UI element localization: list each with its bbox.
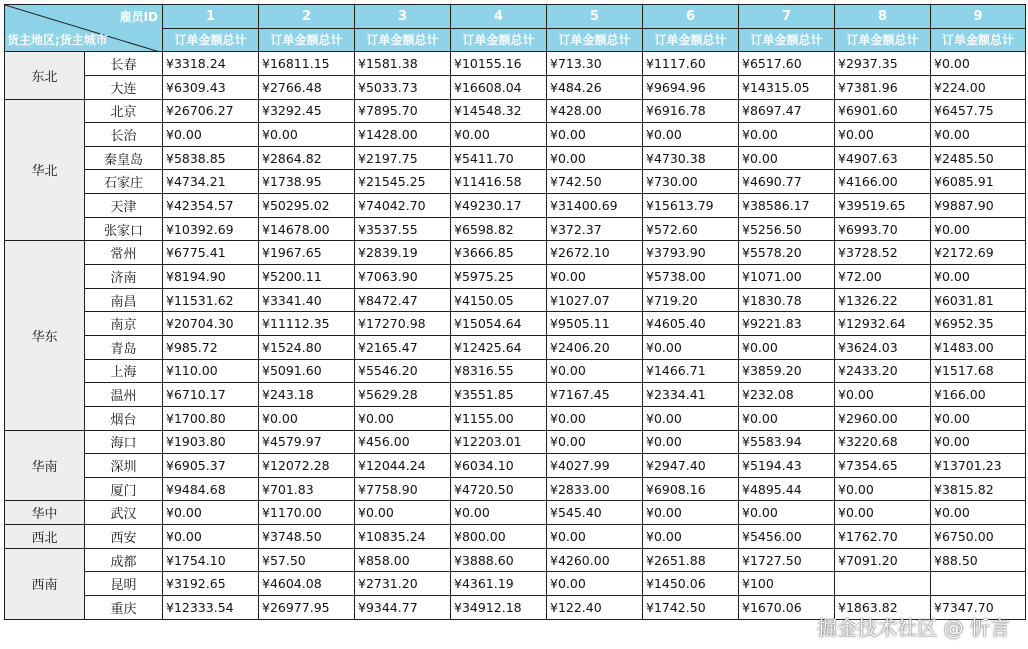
city-cell: 成都 xyxy=(85,548,163,572)
value-cell: ¥11531.62 xyxy=(163,288,259,312)
table-row xyxy=(5,75,1026,99)
value-cell: ¥57.50 xyxy=(259,548,355,572)
value-cell: ¥3748.50 xyxy=(259,525,355,549)
value-cell: ¥0.00 xyxy=(163,123,259,147)
measure-header: 订单金额总计 xyxy=(259,28,355,52)
city-cell: 天津 xyxy=(85,194,163,218)
value-cell: ¥428.00 xyxy=(547,99,643,123)
value-cell: ¥1670.06 xyxy=(739,596,835,620)
table-row xyxy=(5,359,1026,383)
value-cell: ¥4579.97 xyxy=(259,430,355,454)
value-cell: ¥6750.00 xyxy=(931,525,1026,549)
value-cell: ¥15054.64 xyxy=(451,312,547,336)
value-cell: ¥2839.19 xyxy=(355,241,451,265)
value-cell xyxy=(931,572,1026,596)
value-cell: ¥3220.68 xyxy=(835,430,931,454)
region-cell: 华北 xyxy=(5,99,85,241)
value-cell: ¥0.00 xyxy=(547,430,643,454)
value-cell: ¥0.00 xyxy=(547,146,643,170)
value-cell: ¥0.00 xyxy=(931,430,1026,454)
measure-header: 订单金额总计 xyxy=(931,28,1026,52)
table-row xyxy=(5,383,1026,407)
value-cell: ¥9694.96 xyxy=(643,75,739,99)
value-cell: ¥1700.80 xyxy=(163,406,259,430)
value-cell: ¥0.00 xyxy=(835,383,931,407)
value-cell: ¥0.00 xyxy=(355,501,451,525)
value-cell: ¥4895.44 xyxy=(739,477,835,501)
value-cell: ¥38586.17 xyxy=(739,194,835,218)
measure-header: 订单金额总计 xyxy=(355,28,451,52)
value-cell: ¥6901.60 xyxy=(835,99,931,123)
value-cell: ¥4027.99 xyxy=(547,454,643,478)
value-cell: ¥0.00 xyxy=(643,525,739,549)
value-cell: ¥5194.43 xyxy=(739,454,835,478)
city-cell: 烟台 xyxy=(85,406,163,430)
value-cell: ¥39519.65 xyxy=(835,194,931,218)
value-cell: ¥4361.19 xyxy=(451,572,547,596)
value-cell: ¥2864.82 xyxy=(259,146,355,170)
value-cell: ¥1830.78 xyxy=(739,288,835,312)
value-cell: ¥5975.25 xyxy=(451,265,547,289)
value-cell: ¥2937.35 xyxy=(835,52,931,76)
value-cell: ¥1155.00 xyxy=(451,406,547,430)
value-cell: ¥224.00 xyxy=(931,75,1026,99)
value-cell: ¥5033.73 xyxy=(355,75,451,99)
value-cell: ¥1326.22 xyxy=(835,288,931,312)
pivot-table xyxy=(4,4,1026,620)
value-cell: ¥7091.20 xyxy=(835,548,931,572)
city-cell: 南京 xyxy=(85,312,163,336)
value-cell: ¥372.37 xyxy=(547,217,643,241)
employee-id-header: 5 xyxy=(547,5,643,29)
table-row xyxy=(5,52,1026,76)
table-row xyxy=(5,312,1026,336)
value-cell: ¥1903.80 xyxy=(163,430,259,454)
value-cell: ¥6993.70 xyxy=(835,217,931,241)
value-cell: ¥2651.88 xyxy=(643,548,739,572)
value-cell: ¥5629.28 xyxy=(355,383,451,407)
value-cell: ¥6710.17 xyxy=(163,383,259,407)
city-cell: 张家口 xyxy=(85,217,163,241)
value-cell: ¥1517.68 xyxy=(931,359,1026,383)
value-cell: ¥1967.65 xyxy=(259,241,355,265)
value-cell: ¥7895.70 xyxy=(355,99,451,123)
city-cell: 长春 xyxy=(85,52,163,76)
value-cell: ¥800.00 xyxy=(451,525,547,549)
table-row xyxy=(5,430,1026,454)
value-cell: ¥2960.00 xyxy=(835,406,931,430)
value-cell: ¥6916.78 xyxy=(643,99,739,123)
employee-id-header: 6 xyxy=(643,5,739,29)
value-cell: ¥3728.52 xyxy=(835,241,931,265)
value-cell: ¥5091.60 xyxy=(259,359,355,383)
value-cell: ¥5738.00 xyxy=(643,265,739,289)
value-cell: ¥2672.10 xyxy=(547,241,643,265)
city-cell: 济南 xyxy=(85,265,163,289)
table-row xyxy=(5,265,1026,289)
region-cell: 东北 xyxy=(5,52,85,99)
value-cell: ¥4734.21 xyxy=(163,170,259,194)
value-cell: ¥9505.11 xyxy=(547,312,643,336)
value-cell: ¥34912.18 xyxy=(451,596,547,620)
city-cell: 温州 xyxy=(85,383,163,407)
table-row xyxy=(5,146,1026,170)
value-cell: ¥0.00 xyxy=(259,406,355,430)
value-cell xyxy=(835,572,931,596)
value-cell: ¥12203.01 xyxy=(451,430,547,454)
watermark: 掘金技术社区 @ 忻言 xyxy=(817,616,1010,640)
value-cell: ¥1483.00 xyxy=(931,335,1026,359)
value-cell: ¥12932.64 xyxy=(835,312,931,336)
value-cell: ¥3815.82 xyxy=(931,477,1026,501)
city-cell: 重庆 xyxy=(85,596,163,620)
value-cell: ¥7347.70 xyxy=(931,596,1026,620)
city-cell: 武汉 xyxy=(85,501,163,525)
table-row xyxy=(5,99,1026,123)
value-cell: ¥9221.83 xyxy=(739,312,835,336)
value-cell: ¥14678.00 xyxy=(259,217,355,241)
table-row xyxy=(5,572,1026,596)
value-cell: ¥3341.40 xyxy=(259,288,355,312)
region-cell: 华南 xyxy=(5,430,85,501)
value-cell: ¥0.00 xyxy=(931,52,1026,76)
value-cell: ¥1117.60 xyxy=(643,52,739,76)
value-cell: ¥2165.47 xyxy=(355,335,451,359)
value-cell: ¥3793.90 xyxy=(643,241,739,265)
value-cell: ¥0.00 xyxy=(739,335,835,359)
value-cell: ¥6085.91 xyxy=(931,170,1026,194)
value-cell: ¥1863.82 xyxy=(835,596,931,620)
value-cell: ¥9887.90 xyxy=(931,194,1026,218)
measure-header: 订单金额总计 xyxy=(835,28,931,52)
city-cell: 厦门 xyxy=(85,477,163,501)
value-cell: ¥7063.90 xyxy=(355,265,451,289)
value-cell: ¥0.00 xyxy=(547,572,643,596)
value-cell: ¥26977.95 xyxy=(259,596,355,620)
value-cell: ¥0.00 xyxy=(643,335,739,359)
value-cell: ¥12333.54 xyxy=(163,596,259,620)
value-cell: ¥42354.57 xyxy=(163,194,259,218)
value-cell: ¥122.40 xyxy=(547,596,643,620)
table-row xyxy=(5,194,1026,218)
city-cell: 昆明 xyxy=(85,572,163,596)
value-cell: ¥0.00 xyxy=(643,123,739,147)
table-row xyxy=(5,501,1026,525)
value-cell: ¥0.00 xyxy=(835,501,931,525)
city-cell: 常州 xyxy=(85,241,163,265)
region-cell: 华东 xyxy=(5,241,85,430)
value-cell: ¥0.00 xyxy=(835,123,931,147)
value-cell: ¥3192.65 xyxy=(163,572,259,596)
value-cell: ¥72.00 xyxy=(835,265,931,289)
city-cell: 长治 xyxy=(85,123,163,147)
value-cell: ¥545.40 xyxy=(547,501,643,525)
value-cell: ¥17270.98 xyxy=(355,312,451,336)
table-row xyxy=(5,477,1026,501)
value-cell: ¥742.50 xyxy=(547,170,643,194)
table-row xyxy=(5,335,1026,359)
value-cell: ¥14315.05 xyxy=(739,75,835,99)
value-cell: ¥5456.00 xyxy=(739,525,835,549)
value-cell: ¥1524.80 xyxy=(259,335,355,359)
value-cell: ¥0.00 xyxy=(931,217,1026,241)
value-cell: ¥100 xyxy=(739,572,835,596)
value-cell: ¥6775.41 xyxy=(163,241,259,265)
value-cell: ¥1754.10 xyxy=(163,548,259,572)
table-row xyxy=(5,454,1026,478)
region-cell: 西北 xyxy=(5,525,85,549)
corner-city-label: 货主地区;货主城市 xyxy=(7,33,108,48)
measure-header: 订单金额总计 xyxy=(163,28,259,52)
city-cell: 大连 xyxy=(85,75,163,99)
value-cell: ¥713.30 xyxy=(547,52,643,76)
value-cell: ¥0.00 xyxy=(643,501,739,525)
value-cell: ¥16608.04 xyxy=(451,75,547,99)
region-cell: 西南 xyxy=(5,548,85,619)
value-cell: ¥6952.35 xyxy=(931,312,1026,336)
value-cell: ¥4907.63 xyxy=(835,146,931,170)
value-cell: ¥4260.00 xyxy=(547,548,643,572)
value-cell: ¥1071.00 xyxy=(739,265,835,289)
value-cell: ¥3537.55 xyxy=(355,217,451,241)
city-cell: 秦皇岛 xyxy=(85,146,163,170)
value-cell: ¥0.00 xyxy=(739,406,835,430)
value-cell: ¥4690.77 xyxy=(739,170,835,194)
table-row xyxy=(5,170,1026,194)
value-cell: ¥985.72 xyxy=(163,335,259,359)
table-row xyxy=(5,217,1026,241)
value-cell: ¥9484.68 xyxy=(163,477,259,501)
header-row-employee-ids xyxy=(5,5,1026,29)
value-cell: ¥5200.11 xyxy=(259,265,355,289)
table-row xyxy=(5,548,1026,572)
value-cell: ¥2766.48 xyxy=(259,75,355,99)
value-cell: ¥6598.82 xyxy=(451,217,547,241)
value-cell: ¥12072.28 xyxy=(259,454,355,478)
value-cell: ¥5411.70 xyxy=(451,146,547,170)
value-cell: ¥1428.00 xyxy=(355,123,451,147)
value-cell: ¥5256.50 xyxy=(739,217,835,241)
value-cell: ¥9344.77 xyxy=(355,596,451,620)
value-cell: ¥50295.02 xyxy=(259,194,355,218)
value-cell: ¥7758.90 xyxy=(355,477,451,501)
measure-header: 订单金额总计 xyxy=(451,28,547,52)
value-cell: ¥701.83 xyxy=(259,477,355,501)
value-cell: ¥88.50 xyxy=(931,548,1026,572)
value-cell: ¥14548.32 xyxy=(451,99,547,123)
value-cell: ¥4720.50 xyxy=(451,477,547,501)
value-cell: ¥0.00 xyxy=(547,525,643,549)
value-cell: ¥6034.10 xyxy=(451,454,547,478)
employee-id-header: 8 xyxy=(835,5,931,29)
value-cell: ¥4730.38 xyxy=(643,146,739,170)
value-cell: ¥1727.50 xyxy=(739,548,835,572)
value-cell: ¥2731.20 xyxy=(355,572,451,596)
value-cell: ¥1762.70 xyxy=(835,525,931,549)
value-cell: ¥166.00 xyxy=(931,383,1026,407)
value-cell: ¥13701.23 xyxy=(931,454,1026,478)
employee-id-header: 3 xyxy=(355,5,451,29)
value-cell: ¥0.00 xyxy=(355,406,451,430)
value-cell: ¥484.26 xyxy=(547,75,643,99)
corner-header xyxy=(5,5,163,52)
value-cell: ¥3551.85 xyxy=(451,383,547,407)
employee-id-header: 9 xyxy=(931,5,1026,29)
table-row xyxy=(5,525,1026,549)
value-cell: ¥1466.71 xyxy=(643,359,739,383)
value-cell: ¥3624.03 xyxy=(835,335,931,359)
value-cell: ¥110.00 xyxy=(163,359,259,383)
value-cell: ¥2334.41 xyxy=(643,383,739,407)
value-cell: ¥10155.16 xyxy=(451,52,547,76)
city-cell: 海口 xyxy=(85,430,163,454)
table-row xyxy=(5,288,1026,312)
city-cell: 西安 xyxy=(85,525,163,549)
pivot-table-container xyxy=(4,4,1026,620)
value-cell: ¥4150.05 xyxy=(451,288,547,312)
city-cell: 深圳 xyxy=(85,454,163,478)
value-cell: ¥1170.00 xyxy=(259,501,355,525)
value-cell: ¥7381.96 xyxy=(835,75,931,99)
value-cell: ¥0.00 xyxy=(451,123,547,147)
value-cell: ¥5838.85 xyxy=(163,146,259,170)
value-cell: ¥2433.20 xyxy=(835,359,931,383)
value-cell: ¥8697.47 xyxy=(739,99,835,123)
value-cell: ¥0.00 xyxy=(547,265,643,289)
value-cell: ¥2406.20 xyxy=(547,335,643,359)
value-cell: ¥0.00 xyxy=(739,501,835,525)
measure-header: 订单金额总计 xyxy=(643,28,739,52)
employee-id-header: 1 xyxy=(163,5,259,29)
value-cell: ¥6908.16 xyxy=(643,477,739,501)
value-cell: ¥12044.24 xyxy=(355,454,451,478)
value-cell: ¥11416.58 xyxy=(451,170,547,194)
value-cell: ¥3318.24 xyxy=(163,52,259,76)
value-cell: ¥26706.27 xyxy=(163,99,259,123)
employee-id-header: 7 xyxy=(739,5,835,29)
city-cell: 上海 xyxy=(85,359,163,383)
value-cell: ¥1738.95 xyxy=(259,170,355,194)
value-cell: ¥3292.45 xyxy=(259,99,355,123)
value-cell: ¥12425.64 xyxy=(451,335,547,359)
city-cell: 北京 xyxy=(85,99,163,123)
value-cell: ¥0.00 xyxy=(547,406,643,430)
measure-header: 订单金额总计 xyxy=(739,28,835,52)
value-cell: ¥0.00 xyxy=(931,123,1026,147)
value-cell: ¥858.00 xyxy=(355,548,451,572)
corner-employee-label: 雇员ID xyxy=(119,10,158,24)
table-row xyxy=(5,406,1026,430)
measure-header: 订单金额总计 xyxy=(547,28,643,52)
value-cell: ¥74042.70 xyxy=(355,194,451,218)
table-row xyxy=(5,241,1026,265)
value-cell: ¥719.20 xyxy=(643,288,739,312)
value-cell: ¥6517.60 xyxy=(739,52,835,76)
value-cell: ¥20704.30 xyxy=(163,312,259,336)
value-cell: ¥4166.00 xyxy=(835,170,931,194)
value-cell: ¥6905.37 xyxy=(163,454,259,478)
value-cell: ¥6457.75 xyxy=(931,99,1026,123)
value-cell: ¥0.00 xyxy=(259,123,355,147)
value-cell: ¥4605.40 xyxy=(643,312,739,336)
value-cell: ¥0.00 xyxy=(163,501,259,525)
value-cell: ¥232.08 xyxy=(739,383,835,407)
value-cell: ¥5583.94 xyxy=(739,430,835,454)
value-cell: ¥0.00 xyxy=(931,406,1026,430)
value-cell: ¥0.00 xyxy=(931,501,1026,525)
value-cell: ¥31400.69 xyxy=(547,194,643,218)
value-cell: ¥10835.24 xyxy=(355,525,451,549)
city-cell: 南昌 xyxy=(85,288,163,312)
table-row xyxy=(5,123,1026,147)
value-cell: ¥1581.38 xyxy=(355,52,451,76)
value-cell: ¥2172.69 xyxy=(931,241,1026,265)
employee-id-header: 2 xyxy=(259,5,355,29)
value-cell: ¥1027.07 xyxy=(547,288,643,312)
value-cell: ¥2485.50 xyxy=(931,146,1026,170)
value-cell: ¥243.18 xyxy=(259,383,355,407)
value-cell: ¥0.00 xyxy=(451,501,547,525)
value-cell: ¥6309.43 xyxy=(163,75,259,99)
value-cell: ¥15613.79 xyxy=(643,194,739,218)
value-cell: ¥7167.45 xyxy=(547,383,643,407)
value-cell: ¥16811.15 xyxy=(259,52,355,76)
value-cell: ¥21545.25 xyxy=(355,170,451,194)
value-cell: ¥0.00 xyxy=(547,123,643,147)
value-cell: ¥0.00 xyxy=(835,477,931,501)
value-cell: ¥8472.47 xyxy=(355,288,451,312)
value-cell: ¥3859.20 xyxy=(739,359,835,383)
value-cell: ¥0.00 xyxy=(739,146,835,170)
value-cell: ¥11112.35 xyxy=(259,312,355,336)
value-cell: ¥2833.00 xyxy=(547,477,643,501)
value-cell: ¥5578.20 xyxy=(739,241,835,265)
value-cell: ¥0.00 xyxy=(739,123,835,147)
value-cell: ¥8194.90 xyxy=(163,265,259,289)
value-cell: ¥0.00 xyxy=(931,265,1026,289)
region-cell: 华中 xyxy=(5,501,85,525)
city-cell: 青岛 xyxy=(85,335,163,359)
value-cell: ¥1450.06 xyxy=(643,572,739,596)
value-cell: ¥456.00 xyxy=(355,430,451,454)
value-cell: ¥49230.17 xyxy=(451,194,547,218)
employee-id-header: 4 xyxy=(451,5,547,29)
value-cell: ¥7354.65 xyxy=(835,454,931,478)
value-cell: ¥3888.60 xyxy=(451,548,547,572)
value-cell: ¥10392.69 xyxy=(163,217,259,241)
value-cell: ¥5546.20 xyxy=(355,359,451,383)
value-cell: ¥0.00 xyxy=(547,359,643,383)
value-cell: ¥0.00 xyxy=(163,525,259,549)
value-cell: ¥4604.08 xyxy=(259,572,355,596)
value-cell: ¥2197.75 xyxy=(355,146,451,170)
value-cell: ¥1742.50 xyxy=(643,596,739,620)
city-cell: 石家庄 xyxy=(85,170,163,194)
value-cell: ¥2947.40 xyxy=(643,454,739,478)
value-cell: ¥572.60 xyxy=(643,217,739,241)
value-cell: ¥8316.55 xyxy=(451,359,547,383)
value-cell: ¥0.00 xyxy=(643,430,739,454)
value-cell: ¥0.00 xyxy=(643,406,739,430)
value-cell: ¥3666.85 xyxy=(451,241,547,265)
value-cell: ¥6031.81 xyxy=(931,288,1026,312)
value-cell: ¥730.00 xyxy=(643,170,739,194)
